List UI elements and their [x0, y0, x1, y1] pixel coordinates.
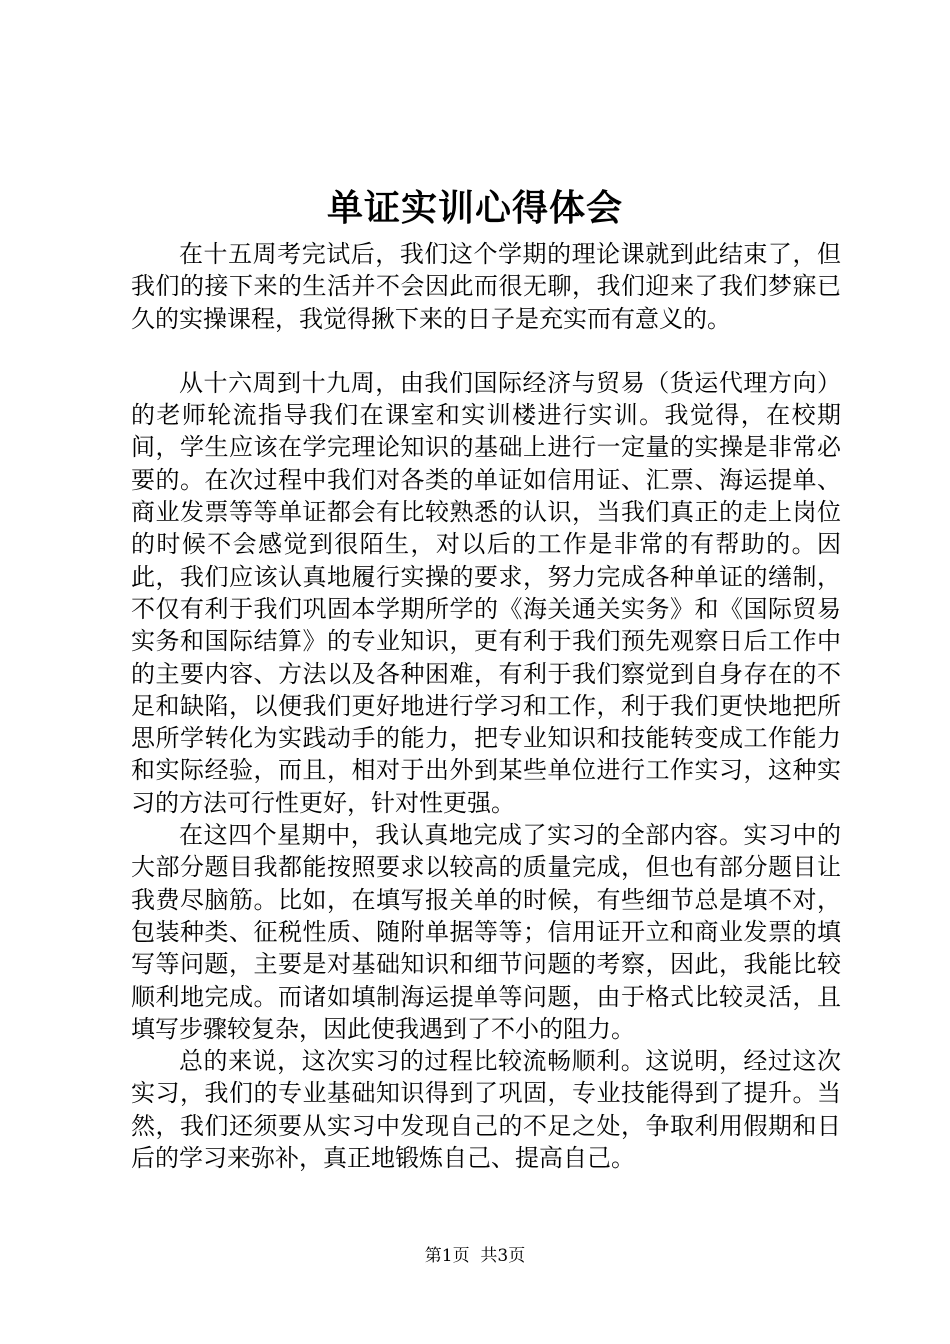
paragraph-training: 从十六周到十九周，由我们国际经济与贸易（货运代理方向）的老师轮流指导我们在课室和实训楼进行实训。我觉得，在校期间，学生应该在学完理论知识的基础上进行一定量的实操是非常必要的。在次过程中我们对各类的单证如信用证、汇票、海运提单、商业发票等等单证都会有比较熟悉的认识，当我们真正的走上岗位的时候不会感觉到很陌生，对以后的工作是非常的有帮助的。因此，我们应该认真地履行实操的要求，努力完成各种单证的缮制，不仅有利于我们巩固本学期所学的《海关通关实务》和《国际贸易实务和国际结算》的专业知识，更有利于我们预先观察日后工作中的主要内容、方法以及各种困难，有利于我们察觉到自身存在的不足和缺陷，以便我们更好地进行学习和工作，利于我们更快地把所思所学转化为实践动手的能力，把专业知识和技能转变成工作能力和实际经验，而且，相对于出外到某些单位进行工作实习，这种实习的方法可行性更好，针对性更强。 — [131, 368, 841, 817]
document-body — [131, 238, 841, 1174]
paragraph-intro: 在十五周考完试后，我们这个学期的理论课就到此结束了，但我们的接下来的生活并不会因此而很无聊，我们迎来了我们梦寐已久的实操课程，我觉得揪下来的日子是充实而有意义的。 — [131, 240, 841, 333]
document-title: 单证实训心得体会 — [326, 187, 623, 229]
page-total: 共3页 — [480, 1246, 526, 1266]
paragraph-experience: 在这四个星期中，我认真地完成了实习的全部内容。实习中的大部分题目我都能按照要求以较高的质量完成，但也有部分题目让我费尽脑筋。比如，在填写报关单的时候，有些细节总是填不对，包装种类、征税性质、随附单据等等；信用证开立和商业发票的填写等问题，主要是对基础知识和细节问题的考察，因此，我能比较顺利地完成。而诸如填制海运提单等问题，由于格式比较灵活，且填写步骤较复杂，因此使我遇到了不小的阻力。 — [131, 821, 841, 1043]
page-number: 第1页 — [424, 1246, 470, 1266]
page-footer — [0, 1244, 950, 1268]
paragraph-summary: 总的来说，这次实习的过程比较流畅顺利。这说明，经过这次实习，我们的专业基础知识得到了巩固，专业技能得到了提升。当然，我们还须要从实习中发现自己的不足之处，争取利用假期和日后的学习来弥补，真正地锻炼自己、提高自己。 — [131, 1047, 841, 1173]
